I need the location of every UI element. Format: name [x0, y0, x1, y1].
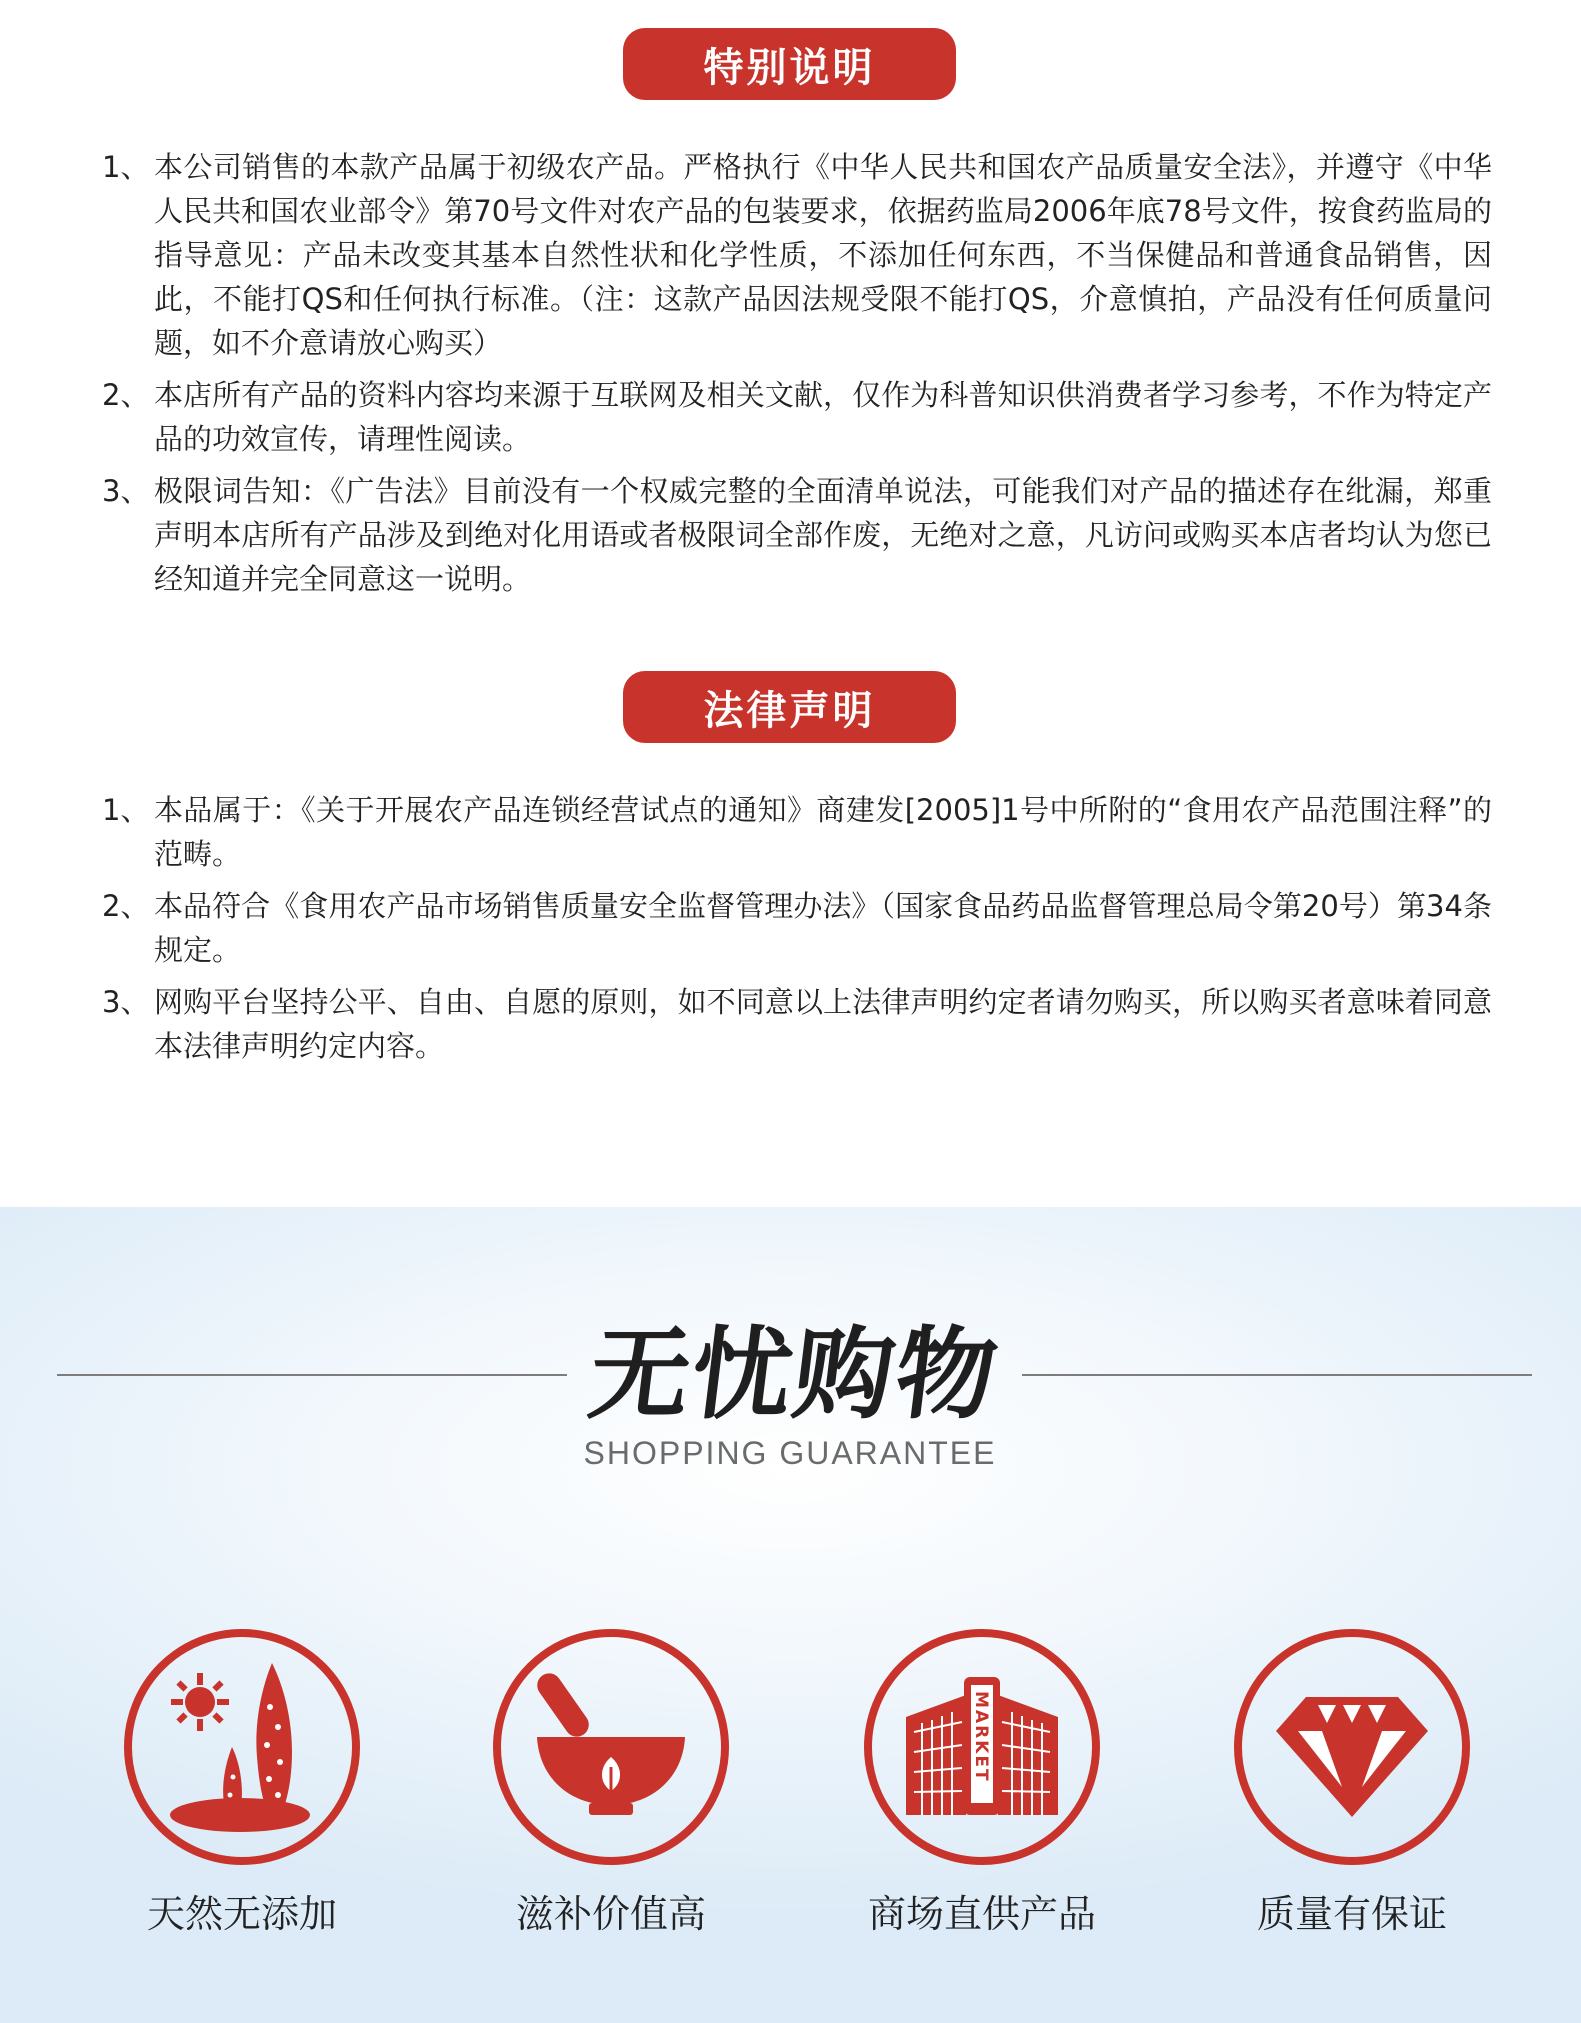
- legal-note-item-1: [102, 788, 1492, 876]
- divider-line-right: [1022, 1374, 1532, 1376]
- special-note-item-1: [102, 145, 1492, 365]
- special-note-text: 本店所有产品的资料内容均来源于互联网及相关文献，仅作为科普知识供消费者学习参考，不作为特定产品的功效宣传，请理性阅读。: [154, 378, 1492, 456]
- diamond-icon: [1232, 1627, 1472, 1867]
- guarantee-subtitle: SHOPPING GUARANTEE: [583, 1435, 997, 1471]
- legal-note-item-3: [102, 980, 1492, 1068]
- special-note-text: 极限词告知：《广告法》目前没有一个权威完整的全面清单说法，可能我们对产品的描述存在纰漏，郑重声明本店所有产品涉及到绝对化用语或者极限词全部作废，无绝对之意，凡访问或购买本店者均认为您已经知道并完全同意这一说明。: [154, 474, 1492, 596]
- special-note-item-2: [102, 373, 1492, 461]
- sun-plant-icon: [122, 1627, 362, 1867]
- feature-label-natural: 天然无添加: [146, 1892, 337, 1936]
- special-notes-heading: 特别说明: [623, 28, 956, 100]
- special-note-text: 本公司销售的本款产品属于初级农产品。严格执行《中华人民共和国农产品质量安全法》，并遵守《中华人民共和国农业部令》第70号文件对农产品的包装要求，依据药监局2006年底78号文件，按食药监局的指导意见：产品未改变其基本自然性状和化学性质，不添加任何东西，不当保健品和普通食品销售，因此，不能打QS和任何执行标准。（注：这款产品因法规受限不能打QS，介意慎拍，产品没有任何质量问题，如不介意请放心购买）: [154, 150, 1492, 360]
- legal-note-text: 本品符合《食用农产品市场销售质量安全监督管理办法》（国家食品药品监督管理总局令第20号）第34条规定。: [154, 889, 1492, 967]
- special-note-number: 3、: [102, 474, 150, 508]
- feature-label-quality: 质量有保证: [1256, 1892, 1447, 1936]
- legal-notes-heading: 法律声明: [623, 671, 956, 743]
- legal-note-text: 本品属于：《关于开展农产品连锁经营试点的通知》商建发[2005]1号中所附的“食用农产品范围注释”的范畴。: [154, 793, 1492, 871]
- legal-note-number: 2、: [102, 889, 150, 923]
- feature-label-market: 商场直供产品: [867, 1892, 1096, 1936]
- special-notes-list: [102, 145, 1492, 609]
- divider-line-left: [57, 1374, 567, 1376]
- legal-note-number: 3、: [102, 985, 150, 1019]
- shopping-guarantee-section: [0, 1207, 1581, 2023]
- feature-label-nutrition: 滋补价值高: [515, 1892, 706, 1936]
- market-building-icon: [862, 1627, 1102, 1867]
- legal-note-number: 1、: [102, 793, 150, 827]
- legal-notes-list: [102, 788, 1492, 1076]
- special-note-item-3: [102, 469, 1492, 601]
- special-note-number: 1、: [102, 150, 150, 184]
- legal-note-item-2: [102, 884, 1492, 972]
- guarantee-title: 无忧购物: [582, 1316, 1006, 1433]
- market-sign-text: MARKET: [971, 1691, 991, 1783]
- mortar-pestle-icon: [491, 1627, 731, 1867]
- special-note-number: 2、: [102, 378, 150, 412]
- legal-note-text: 网购平台坚持公平、自由、自愿的原则，如不同意以上法律声明约定者请勿购买，所以购买者意味着同意本法律声明约定内容。: [154, 985, 1492, 1063]
